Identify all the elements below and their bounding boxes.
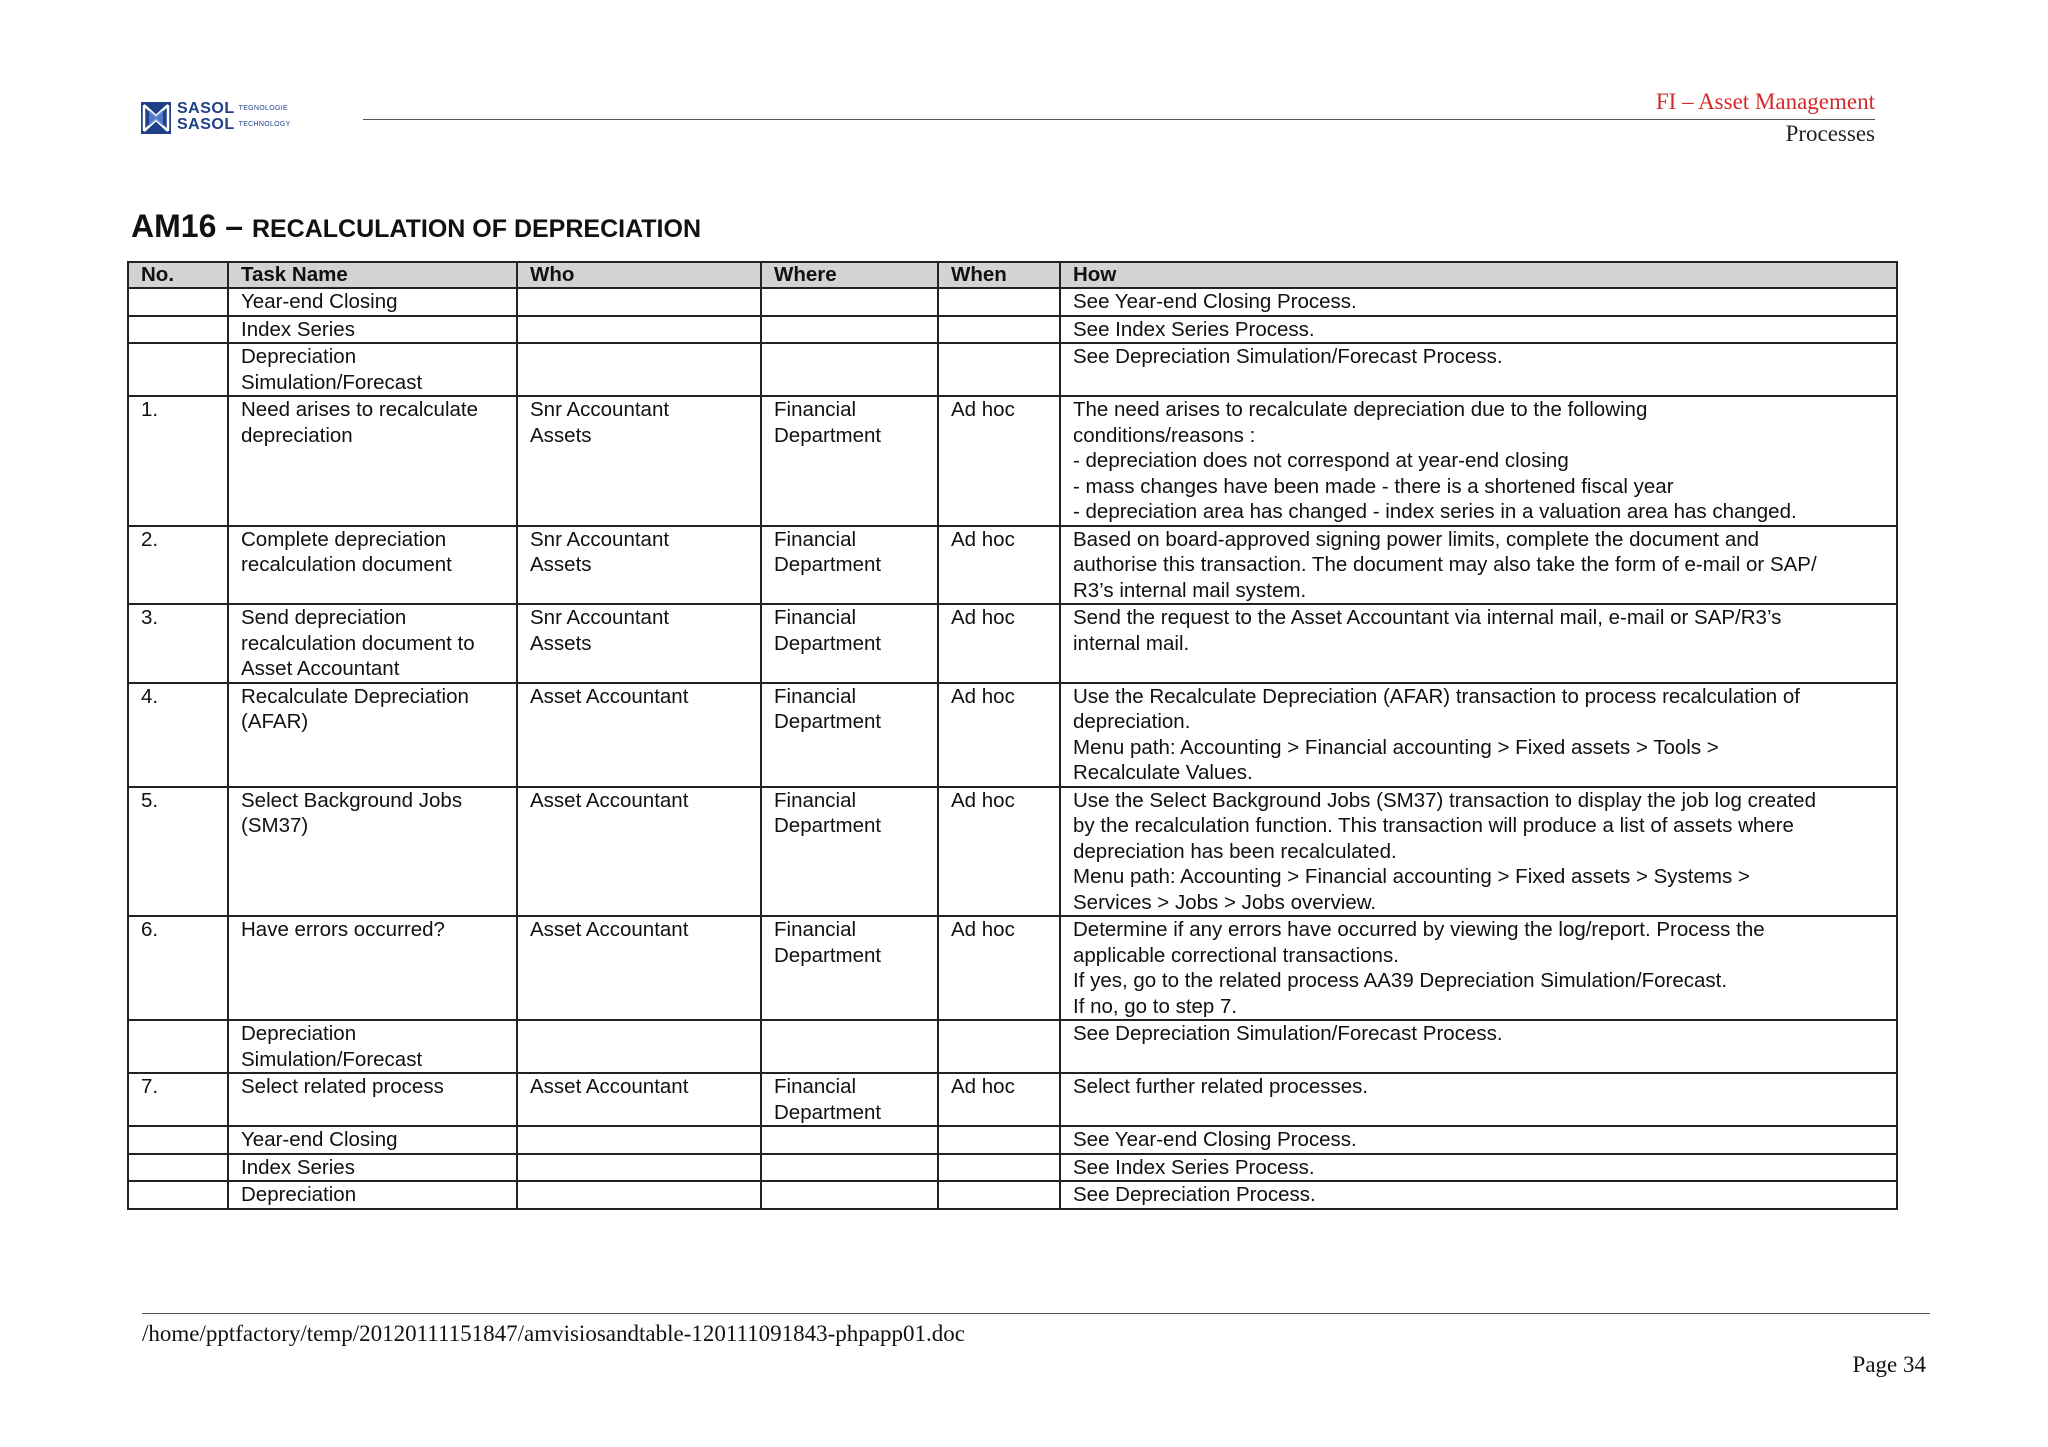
cell-line: See Index Series Process. — [1073, 1155, 1315, 1179]
cell-line: Department — [774, 553, 882, 576]
header-divider — [363, 119, 1875, 120]
cell-where — [761, 1154, 938, 1182]
cell-no — [128, 288, 228, 316]
cell-line: Use the Recalculate Depreciation (AFAR) transaction to process recalculation of — [1073, 684, 1800, 708]
cell-how — [1060, 1154, 1897, 1182]
cell-text: 7. — [141, 1075, 159, 1098]
cell-when — [938, 1154, 1060, 1182]
cell-line: Financial — [774, 606, 857, 629]
cell-line: - depreciation area has changed - index series in a valuation area has changed. — [1073, 500, 1797, 523]
cell-how — [1060, 288, 1897, 316]
cell-line: Complete depreciation — [241, 527, 447, 551]
cell-task-name — [228, 288, 517, 316]
table-row — [128, 316, 1897, 344]
cell-text: 3. — [141, 606, 159, 629]
cell-line: Select Background Jobs — [241, 788, 463, 812]
cell-where — [761, 604, 938, 683]
cell-how — [1060, 1181, 1897, 1209]
cell-how — [1060, 343, 1897, 396]
cell-when — [938, 916, 1060, 1020]
logo-line2-big: SASOL — [177, 116, 235, 134]
cell-line: by the recalculation function. This transaction will produce a list of assets where — [1073, 814, 1794, 837]
cell-line: Simulation/Forecast — [241, 1047, 423, 1071]
cell-text: Ad hoc — [951, 684, 1015, 708]
cell-line: Financial — [774, 1075, 857, 1098]
cell-line: Asset Accountant — [530, 788, 689, 812]
cell-line: Assets — [530, 553, 592, 576]
cell-where — [761, 288, 938, 316]
cell-how — [1060, 1020, 1897, 1073]
cell-line: Snr Accountant — [530, 527, 670, 551]
table-row — [128, 526, 1897, 605]
cell-task-name — [228, 1020, 517, 1073]
cell-how — [1060, 683, 1897, 787]
logo-line1-big: SASOL — [177, 100, 235, 118]
cell-line: If no, go to step 7. — [1073, 994, 1238, 1018]
cell-line: Asset Accountant — [530, 918, 689, 941]
cell-line: Department — [774, 814, 882, 837]
cell-task-name — [228, 343, 517, 396]
cell-line: applicable correctional transactions. — [1073, 943, 1399, 967]
cell-who — [517, 1073, 761, 1126]
cell-line: Services > Jobs > Jobs overview. — [1073, 890, 1377, 914]
table-row — [128, 288, 1897, 316]
cell-text: 5. — [141, 788, 159, 812]
cell-when — [938, 787, 1060, 917]
cell-line: Index Series — [241, 1155, 355, 1179]
cell-when — [938, 288, 1060, 316]
cell-how — [1060, 916, 1897, 1020]
cell-line: Assets — [530, 631, 592, 655]
table-body — [128, 288, 1897, 1209]
cell-no — [128, 396, 228, 526]
cell-line: Asset Accountant — [241, 657, 400, 680]
process-table — [127, 261, 1898, 1210]
cell-how — [1060, 316, 1897, 344]
cell-who — [517, 396, 761, 526]
cell-how — [1060, 526, 1897, 605]
cell-where — [761, 1181, 938, 1209]
document-title — [131, 208, 701, 245]
cell-task-name — [228, 787, 517, 917]
cell-line: Snr Accountant — [530, 398, 670, 421]
cell-text: 6. — [141, 918, 159, 941]
cell-line: The need arises to recalculate depreciation due to the following — [1073, 398, 1648, 421]
cell-line: recalculation document — [241, 553, 452, 576]
cell-line: Depreciation — [241, 1022, 357, 1045]
cell-when — [938, 1020, 1060, 1073]
cell-line: Assets — [530, 423, 592, 447]
cell-who — [517, 1126, 761, 1154]
cell-no — [128, 316, 228, 344]
cell-no — [128, 604, 228, 683]
cell-line: Year-end Closing — [241, 290, 398, 313]
cell-line: internal mail. — [1073, 631, 1190, 655]
cell-line: Select related process — [241, 1075, 444, 1098]
column-header-when: When — [938, 262, 1060, 288]
cell-text: Ad hoc — [951, 788, 1015, 812]
cell-who — [517, 288, 761, 316]
cell-who — [517, 1154, 761, 1182]
table-row — [128, 343, 1897, 396]
cell-line: Asset Accountant — [530, 684, 689, 708]
cell-line: Financial — [774, 788, 857, 812]
column-header-who: Who — [517, 262, 761, 288]
cell-no — [128, 787, 228, 917]
cell-line: See Year-end Closing Process. — [1073, 290, 1357, 313]
cell-no — [128, 1073, 228, 1126]
company-logo — [141, 101, 331, 137]
cell-line: (AFAR) — [241, 710, 309, 733]
table-row — [128, 916, 1897, 1020]
cell-line: Financial — [774, 527, 857, 551]
table-row — [128, 1126, 1897, 1154]
cell-line: Have errors occurred? — [241, 918, 445, 941]
table-row — [128, 604, 1897, 683]
table-row — [128, 396, 1897, 526]
cell-who — [517, 787, 761, 917]
table-row — [128, 787, 1897, 917]
table-row — [128, 1181, 1897, 1209]
cell-line: Department — [774, 1100, 882, 1124]
cell-line: See Depreciation Simulation/Forecast Process. — [1073, 345, 1503, 368]
table-row — [128, 1020, 1897, 1073]
cell-line: Year-end Closing — [241, 1128, 398, 1151]
cell-who — [517, 604, 761, 683]
cell-where — [761, 916, 938, 1020]
cell-who — [517, 683, 761, 787]
cell-line: R3’s internal mail system. — [1073, 578, 1307, 602]
cell-where — [761, 316, 938, 344]
cell-no — [128, 343, 228, 396]
cell-line: Department — [774, 710, 882, 733]
cell-where — [761, 1126, 938, 1154]
cell-line: depreciation. — [1073, 710, 1191, 733]
cell-line: Index Series — [241, 317, 355, 341]
column-header-no: No. — [128, 262, 228, 288]
cell-line: Based on board-approved signing power limits, complete the document and — [1073, 527, 1760, 551]
cell-when — [938, 1181, 1060, 1209]
cell-line: conditions/reasons : — [1073, 423, 1256, 447]
cell-line: Depreciation — [241, 1183, 357, 1206]
cell-who — [517, 526, 761, 605]
cell-line: Depreciation — [241, 345, 357, 368]
cell-line: Send depreciation — [241, 606, 407, 629]
cell-when — [938, 604, 1060, 683]
cell-line: Menu path: Accounting > Financial accounting > Fixed assets > Systems > — [1073, 865, 1750, 888]
cell-line: See Depreciation Simulation/Forecast Process. — [1073, 1022, 1503, 1045]
cell-line: Simulation/Forecast — [241, 370, 423, 394]
cell-text: Ad hoc — [951, 1075, 1015, 1098]
cell-task-name — [228, 396, 517, 526]
logo-line2-small: TECHNOLOGY — [238, 121, 291, 128]
cell-when — [938, 526, 1060, 605]
cell-line: Need arises to recalculate — [241, 398, 479, 421]
cell-line: Department — [774, 631, 882, 655]
column-header-task-name: Task Name — [228, 262, 517, 288]
cell-line: recalculation document to — [241, 631, 475, 655]
footer-page-number: Page 34 — [1852, 1352, 1926, 1377]
cell-task-name — [228, 1181, 517, 1209]
cell-how — [1060, 396, 1897, 526]
cell-who — [517, 343, 761, 396]
table-row — [128, 683, 1897, 787]
document-code: AM16 – — [131, 208, 244, 244]
table-row — [128, 1154, 1897, 1182]
logo-wordmark — [177, 101, 291, 133]
cell-text: Ad hoc — [951, 918, 1015, 941]
footer-file-path: /home/pptfactory/temp/20120111151847/amvisiosandtable-120111091843-phpapp01.doc — [142, 1321, 965, 1346]
cell-line: - depreciation does not correspond at year-end closing — [1073, 449, 1569, 472]
cell-when — [938, 343, 1060, 396]
cell-no — [128, 1020, 228, 1073]
cell-line: Financial — [774, 918, 857, 941]
cell-when — [938, 396, 1060, 526]
cell-where — [761, 1073, 938, 1126]
cell-line: Snr Accountant — [530, 606, 670, 629]
cell-text: 4. — [141, 684, 159, 708]
cell-how — [1060, 604, 1897, 683]
cell-where — [761, 396, 938, 526]
cell-how — [1060, 1073, 1897, 1126]
document-title-text: RECALCULATION OF DEPRECIATION — [251, 215, 701, 243]
cell-no — [128, 1154, 228, 1182]
cell-line: depreciation — [241, 423, 353, 447]
cell-line: Recalculate Depreciation — [241, 684, 469, 708]
cell-line: Determine if any errors have occurred by viewing the log/report. Process the — [1073, 918, 1765, 941]
cell-line: - mass changes have been made - there is a shortened fiscal year — [1073, 474, 1674, 498]
sasol-logo-mark-icon — [141, 102, 171, 134]
cell-where — [761, 526, 938, 605]
cell-when — [938, 316, 1060, 344]
cell-no — [128, 1181, 228, 1209]
cell-where — [761, 683, 938, 787]
header-title: FI – Asset Management — [1655, 89, 1875, 114]
cell-line: Select further related processes. — [1073, 1075, 1369, 1098]
cell-no — [128, 1126, 228, 1154]
cell-task-name — [228, 1073, 517, 1126]
table-row — [128, 1073, 1897, 1126]
cell-line: Financial — [774, 684, 857, 708]
cell-line: Send the request to the Asset Accountant via internal mail, e-mail or SAP/R3’s — [1073, 606, 1782, 629]
cell-how — [1060, 787, 1897, 917]
cell-how — [1060, 1126, 1897, 1154]
cell-line: Financial — [774, 398, 857, 421]
cell-line: Department — [774, 943, 882, 967]
cell-text: Ad hoc — [951, 606, 1015, 629]
cell-text: 2. — [141, 527, 159, 551]
cell-line: Use the Select Background Jobs (SM37) transaction to display the job log created — [1073, 788, 1816, 812]
cell-line: See Index Series Process. — [1073, 317, 1315, 341]
cell-where — [761, 1020, 938, 1073]
cell-task-name — [228, 916, 517, 1020]
table-header-row — [128, 262, 1897, 288]
cell-who — [517, 316, 761, 344]
cell-who — [517, 1181, 761, 1209]
cell-who — [517, 1020, 761, 1073]
cell-who — [517, 916, 761, 1020]
cell-line: Recalculate Values. — [1073, 761, 1253, 784]
logo-line1-small: TEGNOLOGIE — [238, 105, 288, 112]
cell-task-name — [228, 526, 517, 605]
cell-text: Ad hoc — [951, 398, 1015, 421]
column-header-where: Where — [761, 262, 938, 288]
cell-task-name — [228, 604, 517, 683]
cell-task-name — [228, 1126, 517, 1154]
cell-line: Menu path: Accounting > Financial accounting > Fixed assets > Tools > — [1073, 735, 1719, 759]
header-subtitle: Processes — [1785, 121, 1875, 146]
cell-line: authorise this transaction. The document may also take the form of e-mail or SAP/ — [1073, 553, 1817, 576]
cell-when — [938, 1073, 1060, 1126]
cell-line: See Year-end Closing Process. — [1073, 1128, 1357, 1151]
cell-line: Department — [774, 423, 882, 447]
cell-task-name — [228, 683, 517, 787]
column-header-how: How — [1060, 262, 1897, 288]
cell-where — [761, 343, 938, 396]
cell-text: Ad hoc — [951, 527, 1015, 551]
cell-when — [938, 1126, 1060, 1154]
cell-line: See Depreciation Process. — [1073, 1183, 1316, 1206]
cell-text: 1. — [141, 398, 159, 421]
cell-task-name — [228, 1154, 517, 1182]
cell-task-name — [228, 316, 517, 344]
cell-where — [761, 787, 938, 917]
cell-line: If yes, go to the related process AA39 Depreciation Simulation/Forecast. — [1073, 969, 1728, 992]
cell-line: Asset Accountant — [530, 1075, 689, 1098]
cell-no — [128, 916, 228, 1020]
cell-line: (SM37) — [241, 814, 309, 837]
cell-when — [938, 683, 1060, 787]
footer-divider — [142, 1313, 1930, 1314]
cell-no — [128, 683, 228, 787]
cell-no — [128, 526, 228, 605]
cell-line: depreciation has been recalculated. — [1073, 839, 1397, 863]
